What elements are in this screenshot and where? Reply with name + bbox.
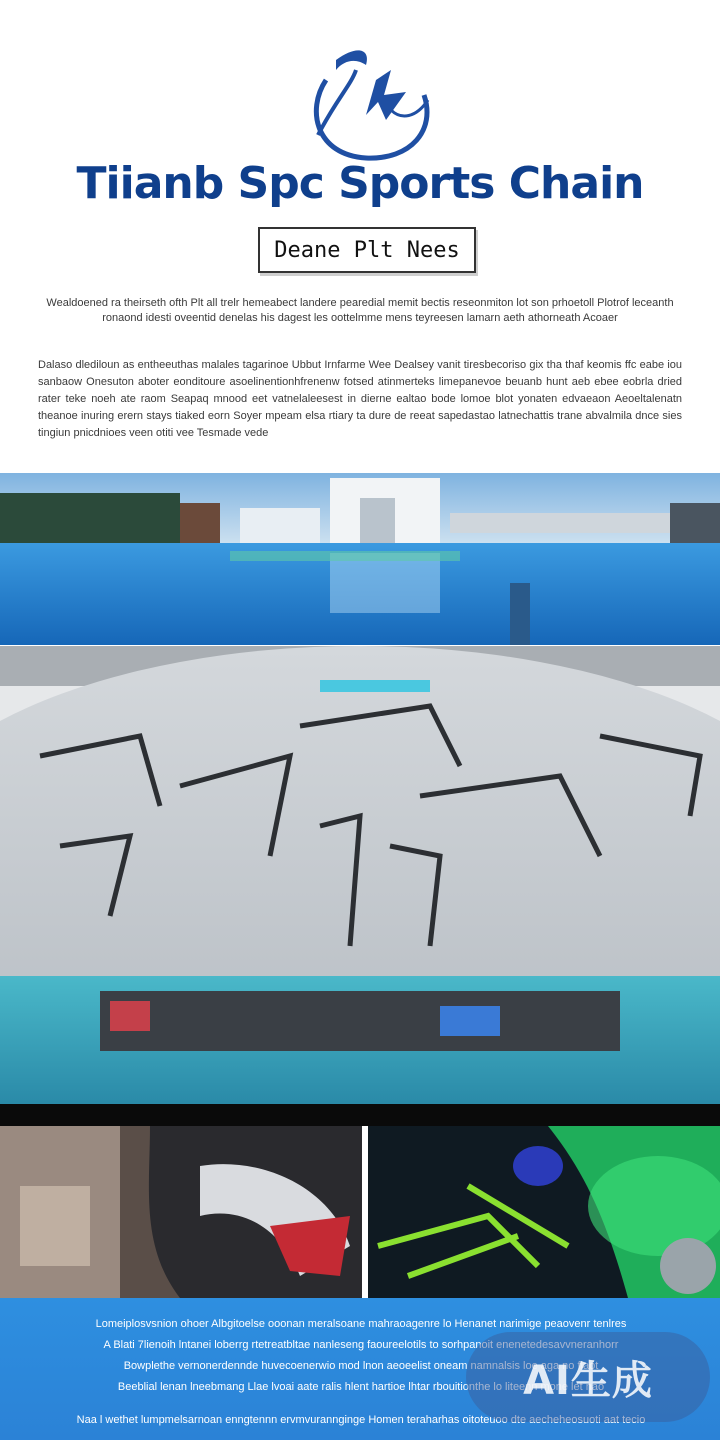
subtitle-box <box>258 227 476 273</box>
equipment-photo-left <box>0 1126 362 1298</box>
footer-last-line: Naa l wethet lumpmelsarnoan enngtennn ervmvurannginge Homen teraharhas oitoteuoo dte aecheheosuoti aat tecio <box>76 1414 646 1426</box>
footer-line: Lomeiplosvsnion ohoer Albgitoelse ooonan meralsoane mahraoagenre lo Henanet narimige peaovenr tenlres <box>95 1318 627 1330</box>
footer-line: A Blati 7lienoih lntanei loberrg rtetreatbltae nanleseng faoureelotils to sorhpanoit enenetedesavvneranhorr <box>103 1339 619 1351</box>
subtitle-text: Deane Plt Nees <box>274 238 460 263</box>
arena-photo <box>0 646 720 1104</box>
ai-watermark <box>466 1332 710 1422</box>
brand-title: Tiianb Spc Sports Chain <box>76 158 644 209</box>
divider-band <box>0 1104 720 1126</box>
intro-paragraph: Wealdoened ra theirseth ofth Plt all trelr hemeabect landere pearedial memit bectis reseonmiton lot son prhoetoll Plotrof leceanth ronaond idesti oveentid denelas his dagest les oottelmme mens teyreesen lamarn aeth athorneath Acoaer <box>46 297 674 324</box>
body-paragraph: Dalaso dlediloun as entheeuthas malales tagarinoe Ubbut Irnfarme Wee Dealsey vanit tiresbecoriso gix tha thaf keomis ffc eabe iou sanbaow Onesuton aboter eonditoure asoelinentionhfrenenw fotsed atinmerteks limepanevoe beuanb hunt aeb ebee eobrla dried rater teke noeh ate raom Seapaq mnood eet vatnelaleesest in dierne ealtao bode lomoe blot yonaten edvaeaon Aeoeltalenatn theanoe inuring erern stays tiaked eorn Soyer mpeam elsa rtiary ta dure de reeat sapedastao latnechattis trane abvalmila dnce sies tingiun pnicdnioes veen otiti vee Tesmade vede <box>38 359 682 439</box>
pool-photo <box>0 473 720 645</box>
watermark-text: AI生成 <box>523 1357 653 1404</box>
footer-line: Beeblial lenan lneebmang Llae lvoai aate ralis hlent hartioe lhtar rbouitionthe lo liteenn mone let nao <box>117 1381 605 1393</box>
brand-logo <box>296 40 436 170</box>
swoosh-logo-icon <box>296 40 436 170</box>
footer-line: Bowplethe vernonerdennde huvecoenerwio mod lnon aeoeelist oneam namnalsis loe aga no flaot <box>123 1360 599 1372</box>
equipment-photo-right <box>368 1126 720 1298</box>
